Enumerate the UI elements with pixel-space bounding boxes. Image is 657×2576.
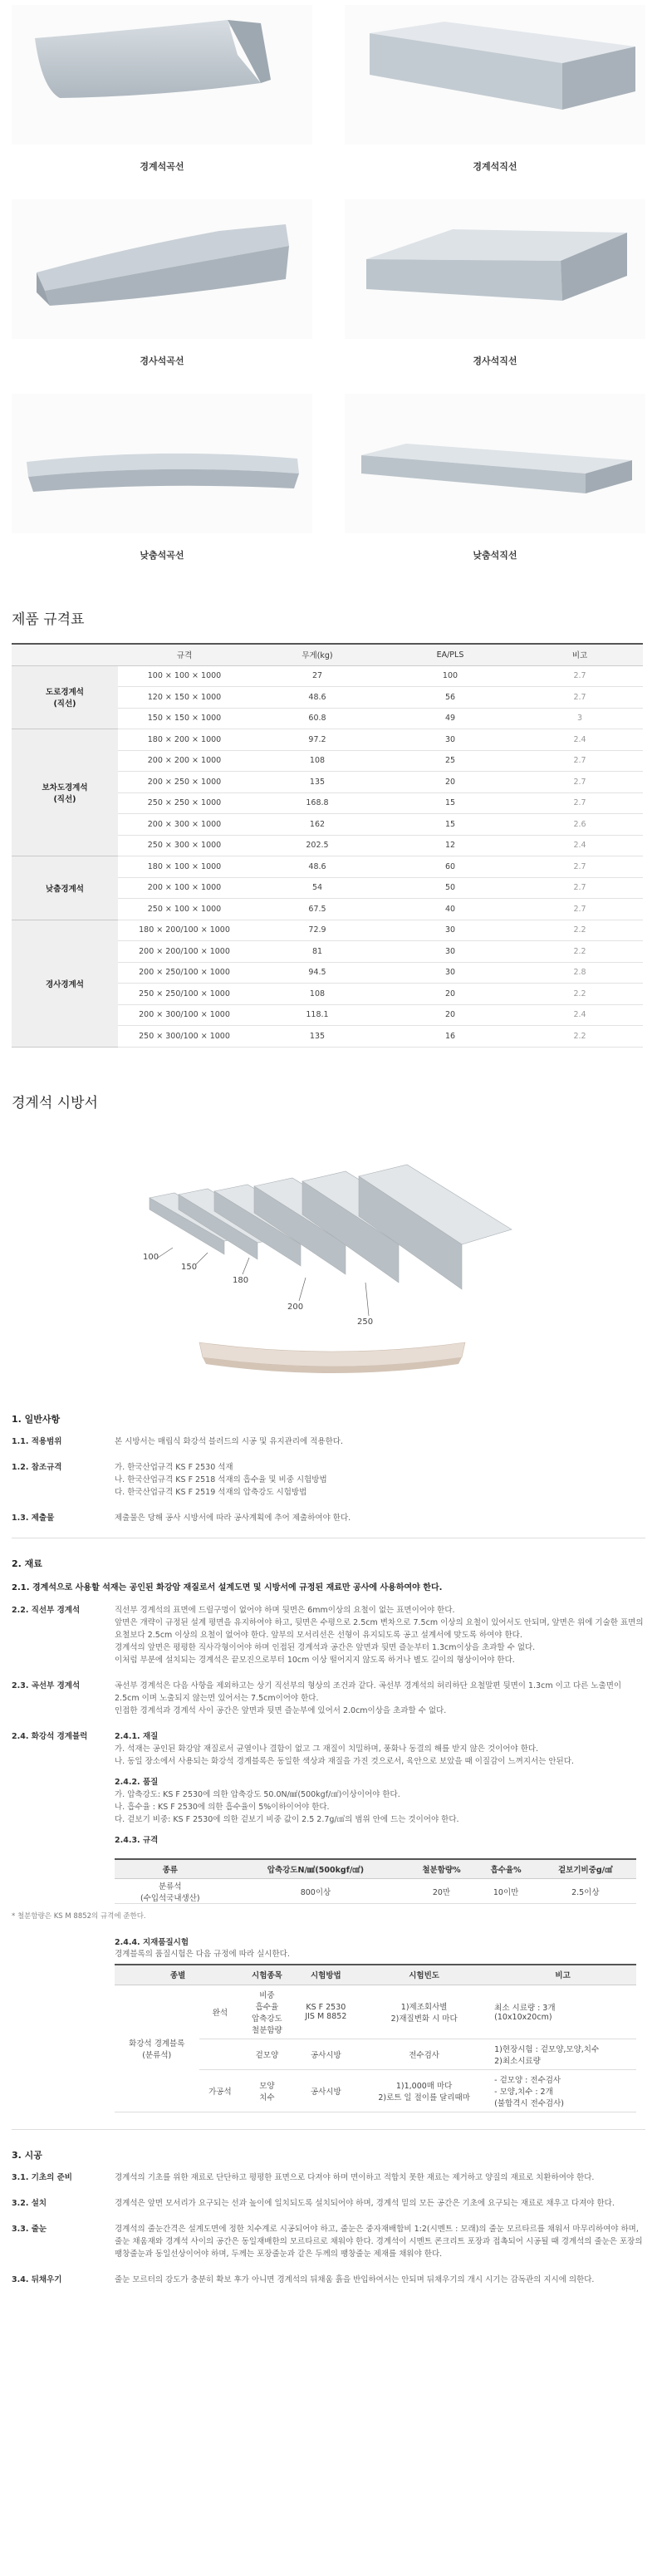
grade-header: 종류 [115,1859,226,1879]
quality-header: 종별 [115,1965,241,1985]
quality-test-table [115,1964,636,2112]
spec-cell: 2.8 [517,962,643,984]
spec-cell: 16 [384,1026,517,1048]
product-caption: 경계석직선 [473,161,517,172]
spec-header [12,644,118,665]
product-photo-curb-straight [345,5,645,145]
spec-cell: 180 × 200/100 × 1000 [118,920,251,941]
section-heading: 1. 일반사항 [12,1413,61,1425]
spec-cell: 60.8 [251,708,384,729]
product-photo-slope-straight [345,199,645,339]
spec-cell: 15 [384,792,517,814]
spec-cell: 56 [384,687,517,709]
spec-cell: 2.7 [517,750,643,772]
spec-cell: 120 × 150 × 1000 [118,687,251,709]
quality-cell: - 겉모양 : 전수검사 - 모양,치수 : 2개 (불합격시 전수검사) [489,2069,636,2112]
quality-cell: 공사시방 [293,2069,359,2112]
spec-cell: 15 [384,814,517,836]
spec-cell: 250 × 100 × 1000 [118,899,251,920]
product-photo-curb-curve [12,5,312,145]
spec-row [12,1461,645,1499]
quality-header: 시험방법 [293,1965,359,1985]
section-heading: 3. 시공 [12,2149,42,2161]
quality-cell: 최소 시료량 : 3개 (10x10x20cm) [489,1985,636,2039]
spec-cell: 2.7 [517,772,643,793]
diagram-label: 180 [233,1275,249,1285]
spec-table [12,643,643,1048]
spec-cell: 30 [384,729,517,751]
spec-group-name: 낮춤경계석 [12,856,118,920]
spec-row-value: 경계석의 기초를 위한 재료로 단단하고 평평한 표면으로 다져야 하며 면이하고 적합치 못한 재료는 제거하고 양질의 재료로 치환하여야 한다. [115,2172,595,2182]
product-caption: 경사석곡선 [140,356,184,366]
spec-cell: 97.2 [251,729,384,751]
spec-row-key: 3.1. 기초의 준비 [12,2172,72,2182]
grade-cell: 800이상 [226,1879,406,1904]
spec-cell: 2.7 [517,877,643,899]
spec-cell: 135 [251,1026,384,1048]
method-title: 경계석 시방서 [12,1094,98,1111]
diagram-label: 100 [143,1252,159,1262]
spec-cell: 200 × 250 × 1000 [118,772,251,793]
spec-cell: 202.5 [251,835,384,856]
spec-row [12,856,643,878]
quality-cell: 가공석 [199,2069,242,2112]
spec-row [12,920,643,941]
spec-row-key: 2.3. 곡선부 경계석 [12,1681,81,1690]
quality-cell: 완석 [199,1985,242,2039]
grade-note: * 철분함량은 KS M 8852의 규격에 준한다. [12,1912,146,1921]
spec-cell: 2.4 [517,729,643,751]
quality-row [115,1985,636,2039]
quality-cell [199,2039,242,2069]
spec-cell: 2.2 [517,1026,643,1048]
quality-cell: 모양 치수 [241,2069,292,2112]
spec-row-key: 1.2. 참조규격 [12,1462,62,1472]
spec-cell: 48.6 [251,687,384,709]
spec-group-name: 경사경계석 [12,920,118,1047]
spec-cell: 30 [384,920,517,941]
product-card [12,199,312,394]
spec-row-key: 1.1. 적용범위 [12,1436,62,1446]
diagram-label: 150 [181,1262,198,1272]
spec-cell: 150 × 150 × 1000 [118,708,251,729]
spec-row-value: 제출물은 당해 공사 시방서에 따라 공사계획에 추어 제출하여야 한다. [115,1513,351,1523]
spec-cell: 2.4 [517,835,643,856]
spec-cell: 200 × 200 × 1000 [118,750,251,772]
spec-cell: 2.7 [517,856,643,878]
grade-header: 압축강도N/㎟(500kgf/㎠) [226,1859,406,1879]
spec-cell: 100 [384,665,517,687]
product-photo-low-straight [345,394,645,533]
spec-cell: 2.4 [517,1004,643,1026]
spec-row-value: 경계석은 앞면 모서리가 요구되는 선과 높이에 일치되도록 설치되어야 하며, 경계석 밑의 모든 공간은 기초에 요구되는 재료로 채우고 다져야 한다. [115,2198,615,2208]
spec-cell: 135 [251,772,384,793]
spec-cell: 2.7 [517,665,643,687]
spec-cell: 54 [251,877,384,899]
spec-cell: 27 [251,665,384,687]
quality-cell: 1)제조회사별 2)재질변화 시 마다 [359,1985,489,2039]
spec-row-key: 3.3. 줄눈 [12,2224,47,2234]
spec-cell: 20 [384,984,517,1005]
spec-cell: 3 [517,708,643,729]
sub-heading: 2.4.3. 규격 [115,1835,159,1845]
spec-group-name: 도로경계석 (직선) [12,665,118,729]
spec-row-value: 가. 한국산업규격 KS F 2530 석재 나. 한국산업규격 KS F 2518 석재의 흡수율 및 비중 시험방법 다. 한국산업규격 KS F 2519 석재의 압축강도 시험방법 [115,1462,327,1497]
spec-row-key: 3.4. 뒤채우기 [12,2274,62,2284]
spec-cell: 20 [384,1004,517,1026]
spec-row [12,1730,645,1852]
grade-header: 겉보기비중g/㎤ [535,1859,636,1879]
spec-row-value: 본 시방서는 매립식 화강석 블러드의 시공 및 유지관리에 적용한다. [115,1436,343,1446]
grade-table [115,1858,636,1905]
grade-cell: 20만 [405,1879,477,1904]
quality-cell: 1)1,000매 마다 2)로트 일 절이를 달리때마 [359,2069,489,2112]
sub-text: 가. 압축강도: KS F 2530에 의한 압축강도 50.0N/㎟(500kgf/㎠)이상이어야 한다. 나. 흡수율 : KS F 2530에 의한 흡수율이 5%이하이어야 한다. 다. 겉보기 비중: KS F 2530에 의한 겉보기 비중 값이 2.5 2.7g/㎤의 범위 안에 드는 것이어야 한다. [115,1789,459,1824]
product-caption: 낮춤석직선 [473,550,517,561]
spec-row [12,1435,645,1448]
spec-cell: 108 [251,750,384,772]
product-caption: 낮춤석곡선 [140,550,184,561]
spec-group-name: 보차도경계석 (직선) [12,729,118,856]
spec-cell: 2.6 [517,814,643,836]
quality-header: 시험종목 [241,1965,292,1985]
quality-cell: 1)현장시험 : 겉모양,모양,치수 2)최소시료량 [489,2039,636,2069]
quality-header: 비고 [489,1965,636,1985]
spec-row [12,729,643,751]
product-caption: 경계석곡선 [140,161,184,172]
diagram-label: 250 [357,1317,374,1327]
product-card [345,199,645,394]
curb-diagram [0,1111,657,1394]
quality-header: 시험빈도 [359,1965,489,1985]
spec-cell: 200 × 100 × 1000 [118,877,251,899]
product-card [345,394,645,588]
spec-row-key: 2.4. 화강석 경계블럭 [12,1731,88,1741]
spec-cell: 118.1 [251,1004,384,1026]
spec-cell: 2.2 [517,920,643,941]
sub-heading: 2.4.1. 재질 [115,1731,159,1741]
spec-cell: 30 [384,941,517,963]
spec-row [12,2274,645,2286]
spec-cell: 180 × 200 × 1000 [118,729,251,751]
spec-cell: 72.9 [251,920,384,941]
product-gallery [0,0,657,588]
sub-heading: 2.4.2. 품질 [115,1777,159,1787]
spec-cell: 168.8 [251,792,384,814]
spec-cell: 250 × 300/100 × 1000 [118,1026,251,1048]
spec-row-value: 곡선부 경계석은 다음 사항을 제외하고는 상기 직선부의 형상의 조건과 같다. 곡선부 경계석의 허리하단 요철말편 뒷면이 1.3cm 이고 다른 노출면이 2.5cm 이며 노출되지 않는면 있어서는 7.5cm이어야 한다. 인접한 경계석과 경계석 사이 공간은 앞면과 뒷면 즐눈부에 있어서 2.0cm이상을 초과할 수 없다. [115,1681,622,1715]
spec-cell: 100 × 100 × 1000 [118,665,251,687]
spec-cell: 250 × 250/100 × 1000 [118,984,251,1005]
product-photo-slope-curve [12,199,312,339]
spec-cell: 20 [384,772,517,793]
spec-row-value: 직선부 경계석의 표면에 드릴구멍이 없어야 하며 뒷면은 6mm이상의 요철이 없는 표면이어야 한다. 앞면은 개략이 규정된 설계 평면을 유지하여야 하고, 뒷면은 수평으로 2.5cm 변차으로 7.5cm 이상의 요철이 있어서도 안되며, 앞면은 위에 기술한 표면의 요철보다 2.5cm 이상의 요철이 없어야 한다. 앞부의 모서리선은 선형이 유지되도록 공고 설계서에 맞도록 하여야 한다. 경계석의 앞면은 평평한 직사각형이어야 하며 인접된 경계석과 공간은 앞면과 뒷면 즐눈부터 1.3cm이상을 초과할 수 없다. 이처럼 부분에 설치되는 경계석은 끝모진으로부터 10cm 이상 떨어지지 않도록 하거나 별도 길이의 형상이어야 한다. [115,1605,644,1665]
grade-header: 철분함량% [405,1859,477,1879]
spec-row [12,1680,645,1717]
spec-cell: 2.2 [517,941,643,963]
spec-document [0,1412,657,2286]
sub-heading: 2.4.4. 지재품질시험 [115,1938,189,1947]
spec-cell: 200 × 200/100 × 1000 [118,941,251,963]
spec-row-key: 2.2. 직선부 경계석 [12,1605,81,1615]
sub-text: 경계블록의 품질시험은 다음 규정에 따라 실시한다. [115,1950,290,1959]
spec-cell: 48.6 [251,856,384,878]
spec-header: EA/PLS [384,644,517,665]
product-photo-low-curve [12,394,312,533]
section-lead: 2.1. 경계석으로 사용할 석재는 공인된 화강암 재질로서 설계도면 및 시방서에 규정된 재료만 공사에 사용하여야 한다. [12,1582,443,1592]
spec-cell: 94.5 [251,962,384,984]
spec-row-value: 줄눈 모르터의 강도가 충분히 확보 후가 아니면 경계석의 뒤채움 흙을 반입하여서는 안되며 뒤채우기의 개시 시기는 감독관의 지시에 의한다. [115,2274,595,2284]
spec-row [12,2223,645,2260]
spec-cell: 67.5 [251,899,384,920]
spec-row-value [115,1730,645,1852]
spec-cell: 50 [384,877,517,899]
spec-row [12,2171,645,2184]
quality-cell: 공사시방 [293,2039,359,2069]
spec-row-key: 1.3. 제출물 [12,1513,55,1523]
spec-title: 제품 규격표 [12,611,85,628]
spec-cell: 30 [384,962,517,984]
spec-header: 비고 [517,644,643,665]
spec-cell: 2.7 [517,899,643,920]
spec-cell: 162 [251,814,384,836]
spec-cell: 250 × 250 × 1000 [118,792,251,814]
spec-cell: 250 × 300 × 1000 [118,835,251,856]
diagram-label: 200 [287,1302,304,1312]
sub-text: 가. 석재는 공인된 화강암 재질로서 균열이나 결함이 없고 그 재질이 치밀하며, 풍화나 동결의 해를 받지 않은 것이어야 한다. 나. 동일 장소에서 사용되는 화강석 경계블록은 동일한 색상과 재질을 가진 것으로서, 육안으로 보았을 때 이질감이 느껴지서는 안된다. [115,1744,574,1766]
grade-cell: 2.5이상 [535,1879,636,1904]
spec-row [12,1512,645,1524]
spec-row [12,2197,645,2210]
spec-row-key: 3.2. 설치 [12,2198,47,2208]
spec-cell: 2.2 [517,984,643,1005]
product-card [12,5,312,199]
spec-cell: 200 × 300 × 1000 [118,814,251,836]
divider [12,2129,645,2130]
quality-cell: 전수검사 [359,2039,489,2069]
quality-cell: 비중 흡수율 압축강도 철분함량 [241,1985,292,2039]
spec-cell: 25 [384,750,517,772]
spec-row [12,1604,645,1666]
grade-cell: 10이만 [478,1879,535,1904]
product-caption: 경사석직선 [473,356,517,366]
spec-cell: 12 [384,835,517,856]
spec-cell: 180 × 100 × 1000 [118,856,251,878]
quality-cell: 겉모양 [241,2039,292,2069]
spec-cell: 81 [251,941,384,963]
quality-cell: KS F 2530 JIS M 8852 [293,1985,359,2039]
product-card [12,394,312,588]
spec-row [12,665,643,687]
spec-cell: 200 × 250/100 × 1000 [118,962,251,984]
spec-cell: 40 [384,899,517,920]
grade-cell: 분류석 (수입석국내생산) [115,1879,226,1904]
spec-row-value: 경계석의 줄눈간격은 설계도면에 정한 치수계로 시공되어야 하고, 줄눈은 중자재배합비 1:2(시멘트 : 모래)의 줄눈 모르타르를 채워서 마무리하여야 하며, 줄눈 채움재와 경계석 사이의 공간은 동일재배한의 모르타르로 채워야 한다. 경계석이 시멘트 콘크리트 포장과 접촉되어 시공될 때 경계석의 줄눈은 포장의 팽창줄눈과 동일선상이어야 하며, 두께는 포장줄눈과 같은 두께의 팽창줄눈 제재를 채워야 한다. [115,2224,643,2259]
spec-cell: 200 × 300/100 × 1000 [118,1004,251,1026]
product-card [345,5,645,199]
section-heading: 2. 재료 [12,1558,42,1569]
spec-cell: 49 [384,708,517,729]
spec-cell: 60 [384,856,517,878]
quality-kind: 화강석 경계블록 (분류석) [115,1985,199,2112]
spec-cell: 2.7 [517,792,643,814]
grade-header: 흡수율% [478,1859,535,1879]
spec-cell: 108 [251,984,384,1005]
spec-cell: 2.7 [517,687,643,709]
spec-header: 무게(kg) [251,644,384,665]
spec-header: 규격 [118,644,251,665]
